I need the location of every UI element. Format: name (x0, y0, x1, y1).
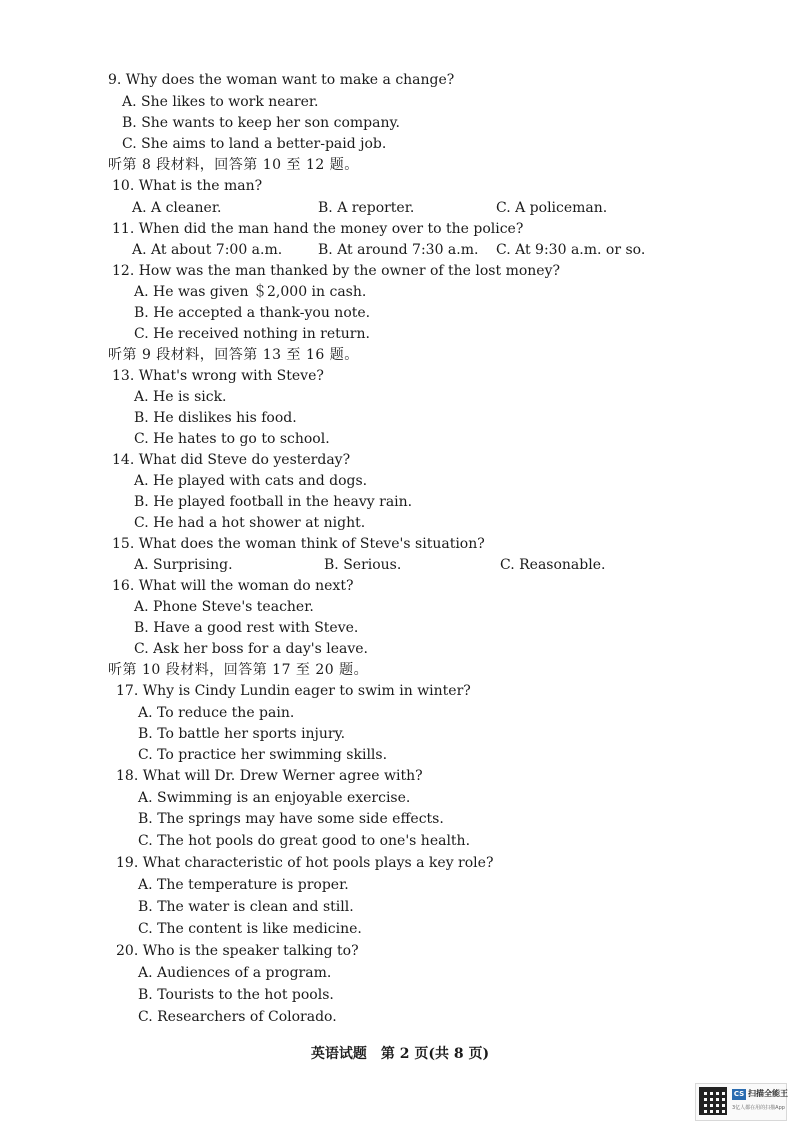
q10-option-a: A. A cleaner. (132, 200, 222, 216)
question-18: 18. What will Dr. Drew Werner agree with? (116, 768, 423, 784)
q9-option-a: A. She likes to work nearer. (122, 94, 319, 110)
question-20: 20. Who is the speaker talking to? (116, 943, 359, 959)
q17-option-c: C. To practice her swimming skills. (138, 747, 388, 763)
q18-option-b: B. The springs may have some side effects. (138, 811, 444, 827)
question-16: 16. What will the woman do next? (112, 578, 354, 594)
q9-option-c: C. She aims to land a better-paid job. (122, 136, 387, 152)
question-10: 10. What is the man? (112, 178, 263, 194)
q16-option-b: B. Have a good rest with Steve. (134, 620, 359, 636)
question-11: 11. When did the man hand the money over to the police? (112, 221, 524, 237)
section-9-instruction: 听第 9 段材料，回答第 13 至 16 题。 (108, 347, 359, 363)
q19-option-a: A. The temperature is proper. (138, 877, 349, 893)
question-19: 19. What characteristic of hot pools plays a key role? (116, 855, 494, 871)
q19-option-c: C. The content is like medicine. (138, 921, 362, 937)
q10-options (0, 198, 800, 218)
camscanner-tagline: 3亿人都在用的扫描App (732, 1105, 785, 1111)
question-14: 14. What did Steve do yesterday? (112, 452, 351, 468)
q19-option-b: B. The water is clean and still. (138, 899, 354, 915)
q13-option-c: C. He hates to go to school. (134, 431, 330, 447)
q20-option-b: B. Tourists to the hot pools. (138, 987, 334, 1003)
section-10-instruction: 听第 10 段材料，回答第 17 至 20 题。 (108, 662, 369, 678)
q9-option-b: B. She wants to keep her son company. (122, 115, 401, 131)
section-8-instruction: 听第 8 段材料，回答第 10 至 12 题。 (108, 157, 359, 173)
q20-option-a: A. Audiences of a program. (138, 965, 332, 981)
q14-option-a: A. He played with cats and dogs. (134, 473, 368, 489)
q12-option-a: A. He was given ＄2,000 in cash. (134, 284, 367, 300)
question-9: 9. Why does the woman want to make a change? (108, 72, 455, 88)
q16-option-a: A. Phone Steve's teacher. (134, 599, 314, 615)
q15-options (0, 555, 800, 575)
q14-option-b: B. He played football in the heavy rain. (134, 494, 413, 510)
q18-option-c: C. The hot pools do great good to one's health. (138, 833, 471, 849)
q12-option-c: C. He received nothing in return. (134, 326, 370, 342)
q15-option-a: A. Surprising. (134, 557, 233, 573)
q18-option-a: A. Swimming is an enjoyable exercise. (138, 790, 411, 806)
q17-option-a: A. To reduce the pain. (138, 705, 295, 721)
question-17: 17. Why is Cindy Lundin eager to swim in winter? (116, 683, 471, 699)
question-15: 15. What does the woman think of Steve's situation? (112, 536, 485, 552)
q17-option-b: B. To battle her sports injury. (138, 726, 346, 742)
q10-option-c: C. A policeman. (496, 200, 608, 216)
camscanner-name: 扫描全能王 (748, 1089, 788, 1098)
q13-option-b: B. He dislikes his food. (134, 410, 297, 426)
q11-option-a: A. At about 7:00 a.m. (132, 242, 283, 258)
page-footer: 英语试题 第 2 页(共 8 页) (310, 1046, 490, 1062)
q16-option-c: C. Ask her boss for a day's leave. (134, 641, 369, 657)
q20-option-c: C. Researchers of Colorado. (138, 1009, 337, 1025)
question-12: 12. How was the man thanked by the owner of the lost money? (112, 263, 560, 279)
q15-option-c: C. Reasonable. (500, 557, 606, 573)
question-13: 13. What's wrong with Steve? (112, 368, 324, 384)
camscanner-watermark (695, 1083, 787, 1121)
camscanner-logo: CS (733, 1090, 745, 1098)
q11-options (0, 240, 800, 260)
q13-option-a: A. He is sick. (134, 389, 227, 405)
qr-code-icon (699, 1087, 727, 1115)
q12-option-b: B. He accepted a thank-you note. (134, 305, 371, 321)
q11-option-b: B. At around 7:30 a.m. (318, 242, 479, 258)
q10-option-b: B. A reporter. (318, 200, 415, 216)
q11-option-c: C. At 9:30 a.m. or so. (496, 242, 646, 258)
q14-option-c: C. He had a hot shower at night. (134, 515, 366, 531)
q15-option-b: B. Serious. (324, 557, 402, 573)
